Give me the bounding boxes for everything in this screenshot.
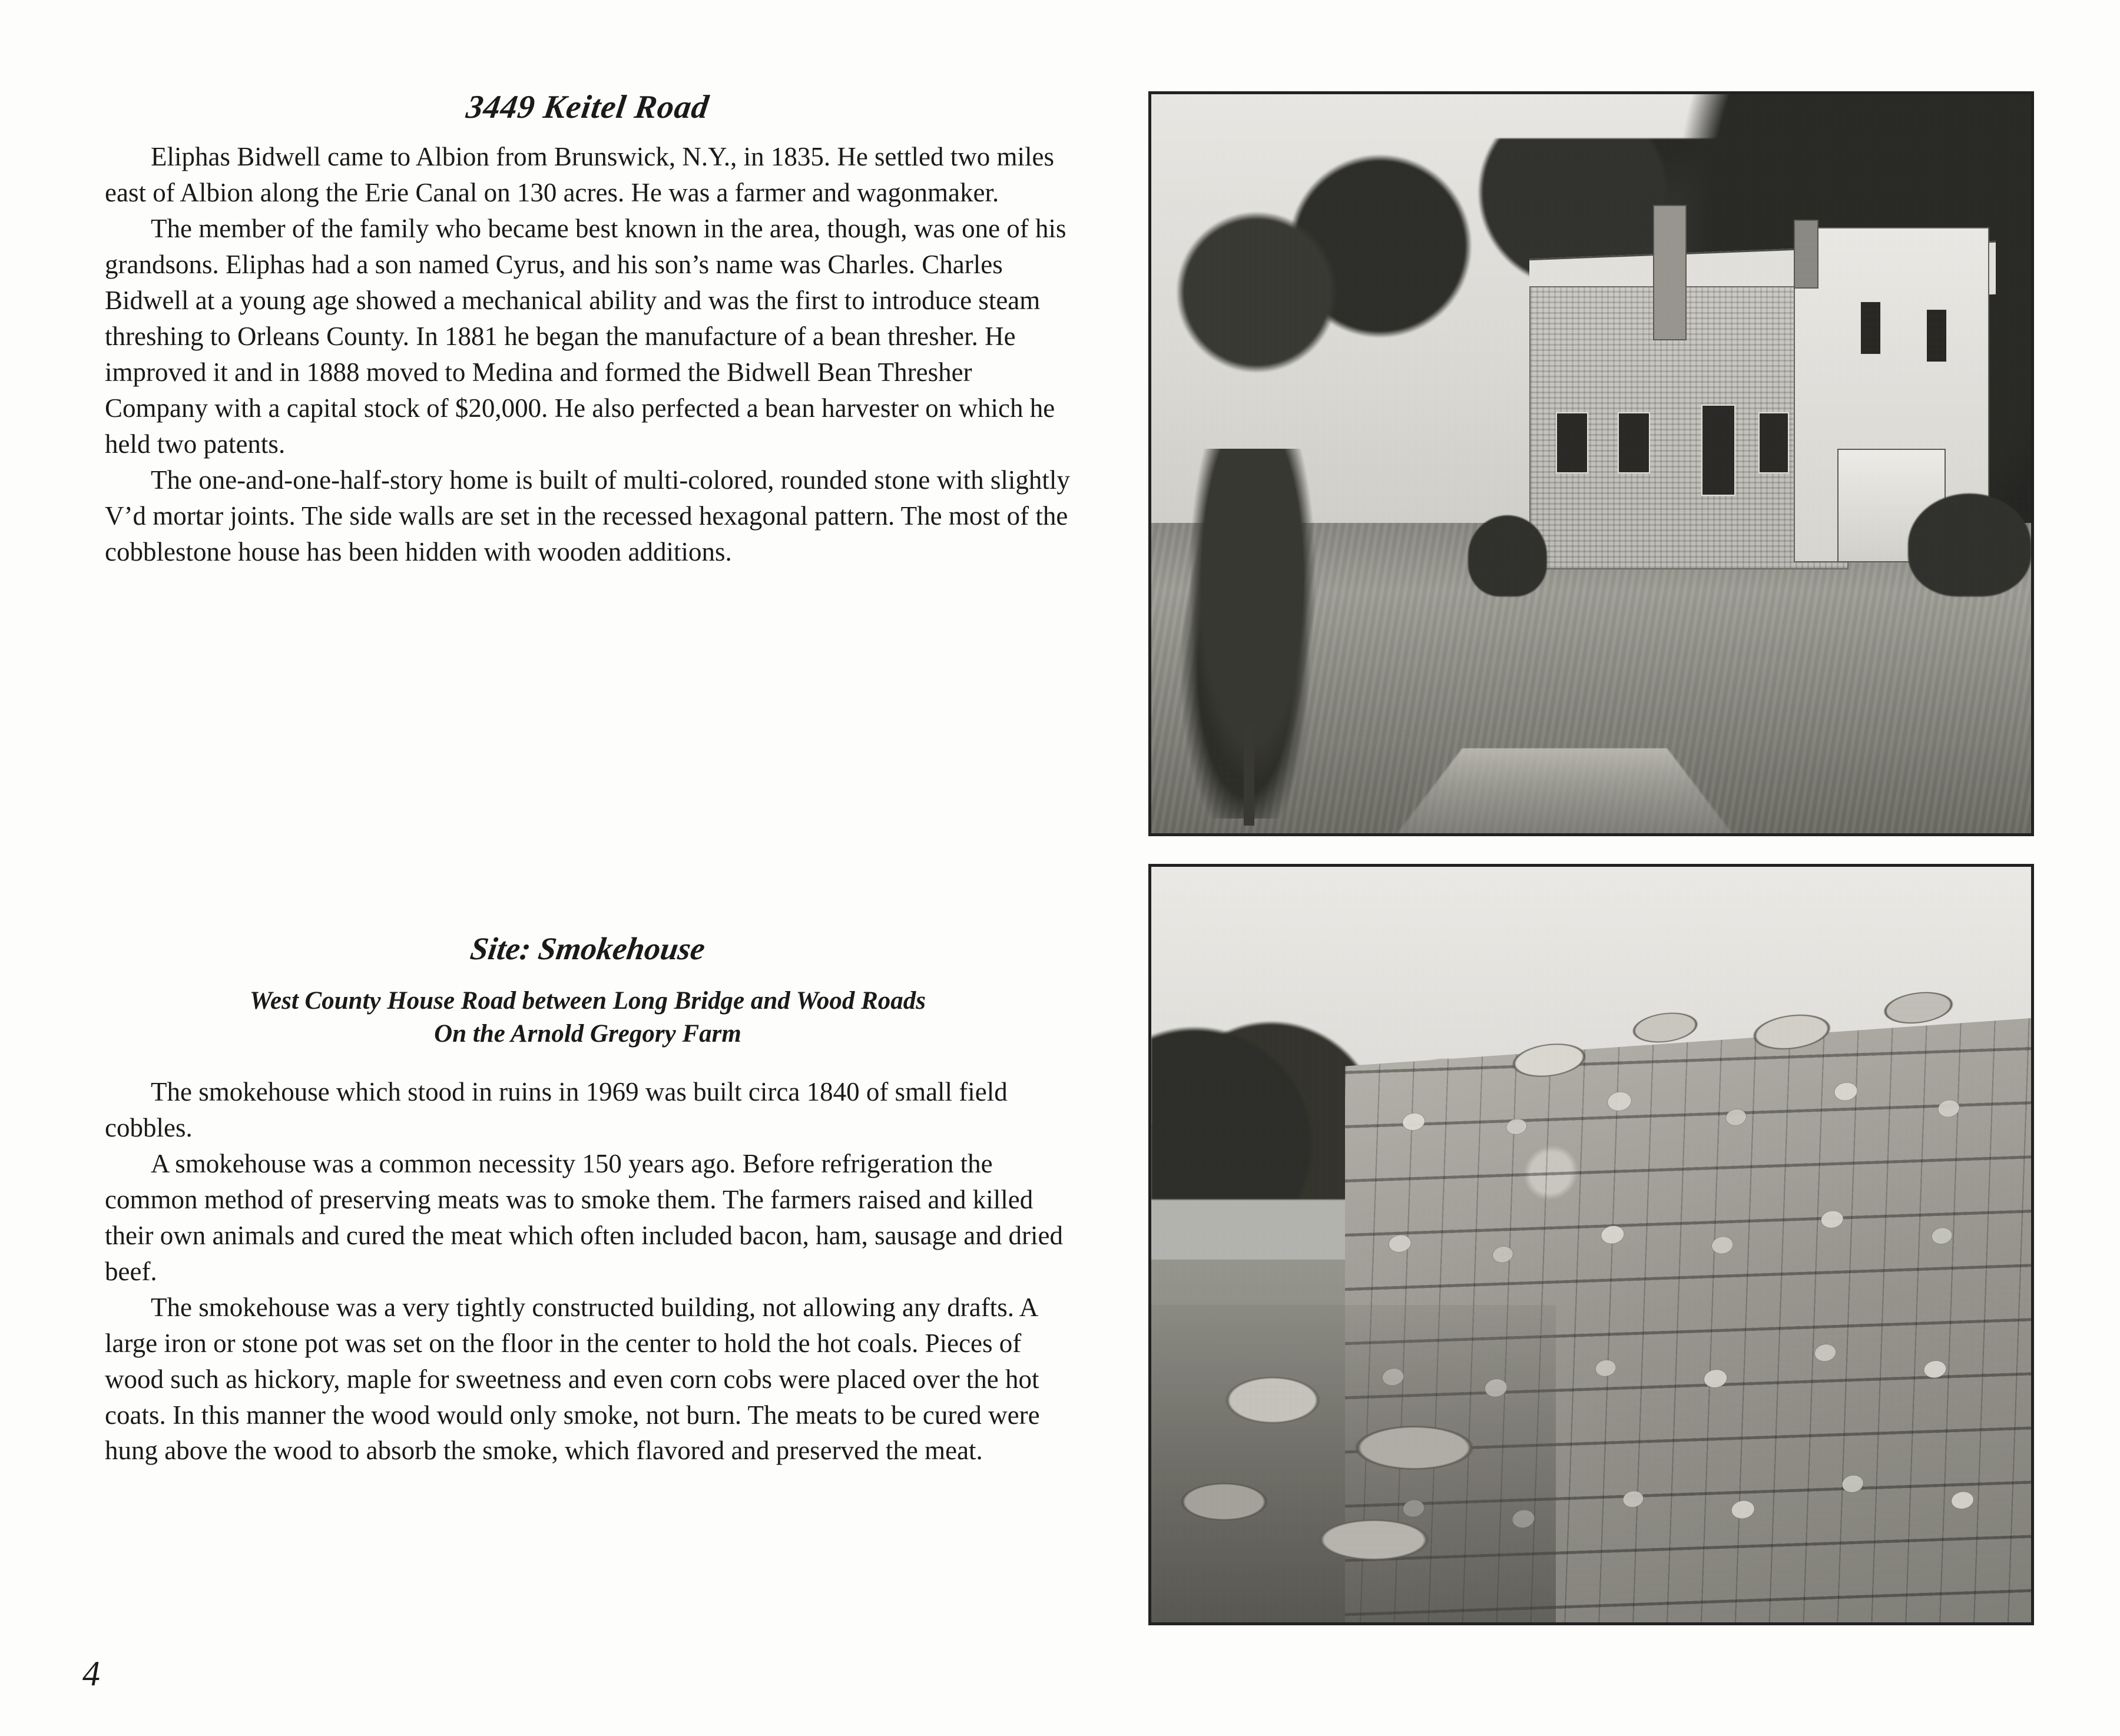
section-title-keitel-road: 3449 Keitel Road bbox=[464, 89, 711, 125]
paragraph: Eliphas Bidwell came to Albion from Brunswick, N.Y., in 1835. He settled two miles east of Albion along the Erie Canal on 130 acres. He was a farmer and wagonmaker. bbox=[105, 142, 1054, 207]
window bbox=[1618, 412, 1650, 473]
photo-smokehouse-ruin bbox=[1148, 864, 2034, 1625]
section-body-keitel-road bbox=[105, 139, 1071, 570]
section-keitel-road bbox=[105, 88, 1071, 570]
window bbox=[1758, 412, 1789, 473]
paragraph: The smokehouse which stood in ruins in 1969 was built circa 1840 of small field cobbles. bbox=[105, 1076, 1008, 1142]
section-body-smokehouse bbox=[105, 1074, 1071, 1469]
paragraph: The smokehouse was a very tightly constructed building, not allowing any drafts. A large iron or stone pot was set on the floor in the center to hold the hot coals. Pieces of wood such as hickory, maple for sweetness and even corn cobs were placed over the hot coats. In this manner the wood would only smoke, not burn. The meats to be cured were hung above the wood to absorb the smoke, which flavored and preserved the meat. bbox=[105, 1292, 1040, 1466]
rubble-stones bbox=[1151, 1305, 1556, 1622]
subtitle-line-1: West County House Road between Long Bridge and Wood Roads bbox=[250, 987, 926, 1015]
section-title-smokehouse: Site: Smokehouse bbox=[468, 931, 707, 966]
chimney bbox=[1653, 205, 1687, 340]
subtitle-line-2: On the Arnold Gregory Farm bbox=[434, 1019, 741, 1048]
section-subtitle-smokehouse bbox=[105, 985, 1071, 1051]
shrub bbox=[1468, 515, 1547, 597]
shutter bbox=[1860, 301, 1882, 355]
section-smokehouse bbox=[105, 930, 1071, 1469]
paragraph: The one-and-one-half-story home is built of multi-colored, rounded stone with slightly V’d mortar joints. The side walls are set in the recessed hexagonal pattern. The most of the cobblestone house has been hidden with wooden additions. bbox=[105, 465, 1070, 566]
paragraph: The member of the family who became best known in the area, though, was one of his grandsons. Eliphas had a son named Cyrus, and his son’s name was Charles. Charles Bidwell at a young age showed a mechanical ability and was the first to introduce steam threshing to Orleans County. In 1881 he began the manufacture of a bean thresher. He improved it and in 1888 moved to Medina and formed the Bidwell Bean Thresher Company with a capital stock of $20,000. He also perfected a bean harvester on which he held two patents. bbox=[105, 213, 1066, 459]
window bbox=[1556, 412, 1588, 473]
secondary-chimney bbox=[1794, 220, 1819, 289]
paragraph: A smokehouse was a common necessity 150 years ago. Before refrigeration the common method of preserving meats was to smoke them. The farmers raised and killed their own animals and cured the meat which often included bacon, ham, sausage and dried beef. bbox=[105, 1148, 1063, 1286]
photo-smokehouse-content bbox=[1151, 867, 2031, 1622]
shutter bbox=[1926, 309, 1947, 363]
page-number: 4 bbox=[82, 1654, 100, 1693]
photo-cobblestone-house bbox=[1148, 91, 2034, 836]
shrub bbox=[1908, 493, 2031, 597]
door bbox=[1701, 405, 1735, 496]
foreground-tree-trunk bbox=[1244, 723, 1254, 826]
photo-house-content bbox=[1151, 94, 2031, 833]
